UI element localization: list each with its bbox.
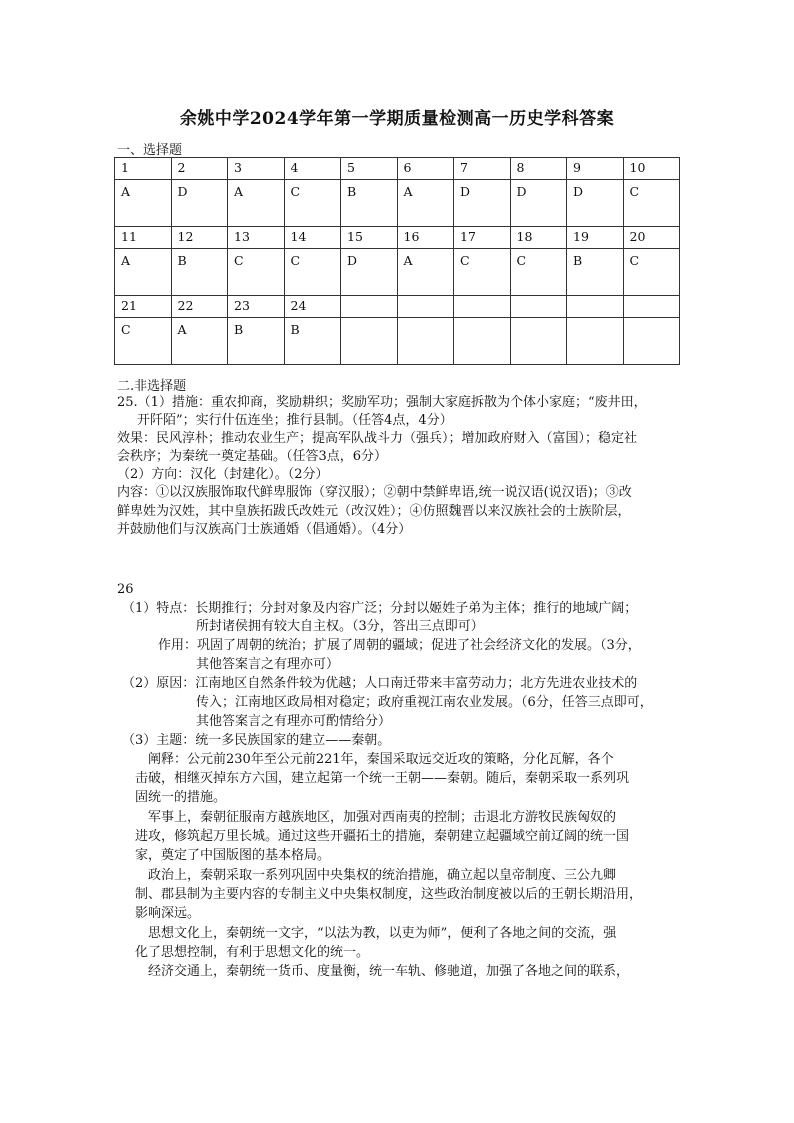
answer-cell: D [454, 180, 511, 227]
answer-cell: B [228, 318, 285, 365]
answer-cell: A [171, 318, 228, 365]
text-line: 所封诸侯拥有较大自主权。（3分，答出三点即可） [196, 619, 484, 634]
text-line: 进攻，修筑起万里长城。通过这些开疆拓土的措施，秦朝建立起疆域空前辽阔的统一国 [135, 829, 630, 844]
answer-cell: C [228, 249, 285, 296]
text-line: （2）方向：汉化（封建化）。（2分） [117, 467, 329, 482]
answer-cell: A [397, 180, 454, 227]
text-line: 影响深远。 [135, 906, 201, 921]
text-line: 经济交通上，秦朝统一货币、度量衡，统一车轨、修驰道，加强了各地之间的联系， [148, 964, 630, 979]
text-line: （3）主题：统一多民族国家的建立——秦朝。 [122, 733, 391, 748]
table-row-answers [115, 318, 680, 365]
section-heading-nonchoice: 二.非选择题 [117, 379, 187, 394]
question-number-cell: 23 [228, 296, 285, 318]
question-number-cell: 9 [567, 158, 624, 180]
text-line: 其他答案言之有理亦可酌情给分） [196, 714, 392, 729]
question-number-cell: 6 [397, 158, 454, 180]
question-number-cell: 12 [171, 227, 228, 249]
answer-cell: A [228, 180, 285, 227]
question-number-cell: 8 [510, 158, 567, 180]
answer-cell: A [397, 249, 454, 296]
answer-cell [567, 318, 624, 365]
answer-cell: B [567, 249, 624, 296]
question-number-cell: 18 [510, 227, 567, 249]
answer-cell: B [284, 318, 341, 365]
question-number-cell: 22 [171, 296, 228, 318]
text-line: （1）特点：长期推行；分封对象及内容广泛；分封以姬姓子弟为主体；推行的地域广阔； [122, 601, 638, 616]
question-number-cell: 19 [567, 227, 624, 249]
question-number-cell: 1 [115, 158, 172, 180]
question-number-cell: 24 [284, 296, 341, 318]
answer-cell: B [171, 249, 228, 296]
text-line: 击破，相继灭掉东方六国，建立起第一个统一王朝——秦朝。随后，秦朝采取一系列巩 [135, 771, 630, 786]
text-line: 传入；江南地区政局相对稳定；政府重视江南农业发展。（6分，任答三点即可， [196, 695, 653, 710]
answer-cell: D [567, 180, 624, 227]
question-number-cell: 10 [623, 158, 680, 180]
text-line: 其他答案言之有理亦可） [196, 657, 340, 672]
answer-cell [341, 318, 398, 365]
question-number-cell: 21 [115, 296, 172, 318]
answer-cell [623, 318, 680, 365]
answer-cell: C [623, 249, 680, 296]
text-line: 政治上，秦朝采取一系列巩固中央集权的统治措施，确立起以皇帝制度、三公九卿 [148, 868, 617, 883]
answer-cell: D [510, 180, 567, 227]
text-line: 并鼓励他们与汉族高门士族通婚（倡通婚）。（4分） [117, 522, 412, 537]
table-row-numbers [115, 227, 680, 249]
answer-cell: D [171, 180, 228, 227]
answer-cell [510, 318, 567, 365]
answer-cell [454, 318, 511, 365]
text-line: 制、郡县制为主要内容的专制主义中央集权制度，这些政治制度被以后的王朝长期沿用， [135, 887, 643, 902]
question-number-cell: 15 [341, 227, 398, 249]
question-number-cell: 17 [454, 227, 511, 249]
page-title: 余姚中学2024学年第一学期质量检测高一历史学科答案 [179, 109, 615, 129]
question-number-cell: 5 [341, 158, 398, 180]
answer-cell: C [510, 249, 567, 296]
text-line: 内容：①以汉族服饰取代鲜卑服饰（穿汉服）；②朝中禁鲜卑语,统一说汉语(说汉语)；③改 [117, 485, 632, 500]
answer-table [114, 157, 680, 365]
answer-cell: C [284, 180, 341, 227]
answer-cell: A [115, 249, 172, 296]
section-heading-choice: 一、选择题 [117, 143, 183, 158]
question-number-cell: 14 [284, 227, 341, 249]
answer-cell [397, 318, 454, 365]
question-number-cell: 2 [171, 158, 228, 180]
answer-cell: C [454, 249, 511, 296]
table-row-answers [115, 180, 680, 227]
table-row-answers [115, 249, 680, 296]
table-row-numbers [115, 296, 680, 318]
text-line: 作用：巩固了周朝的统治；扩展了周朝的疆域；促进了社会经济文化的发展。（3分， [158, 638, 641, 653]
question-number-cell [567, 296, 624, 318]
answer-cell: C [284, 249, 341, 296]
table-row-numbers [115, 158, 680, 180]
question-number-cell: 11 [115, 227, 172, 249]
text-line: 效果：民风淳朴；推动农业生产；提高军队战斗力（强兵）；增加政府财入（富国）；稳定社 [117, 431, 638, 446]
question-number-cell: 20 [623, 227, 680, 249]
answer-cell: D [341, 249, 398, 296]
text-line: 思想文化上，秦朝统一文字，“以法为教，以吏为师”，便利了各地之间的交流，强 [148, 926, 617, 941]
text-line: 家，奠定了中国版图的基本格局。 [135, 848, 331, 863]
answer-cell: C [115, 318, 172, 365]
text-line: 阐释：公元前230年至公元前221年，秦国采取远交近攻的策略，分化瓦解，各个 [148, 752, 614, 767]
question-number-cell [397, 296, 454, 318]
question-number-cell: 16 [397, 227, 454, 249]
question-number-cell [510, 296, 567, 318]
text-line: （2）原因：江南地区自然条件较为优越；人口南迁带来丰富劳动力；北方先进农业技术的 [122, 676, 638, 691]
text-line: 化了思想控制，有利于思想文化的统一。 [135, 945, 370, 960]
text-line: 会秩序；为秦统一奠定基础。（任答3点，6分） [117, 449, 388, 464]
answer-cell: A [115, 180, 172, 227]
question-number-cell: 3 [228, 158, 285, 180]
text-line: 军事上，秦朝征服南方越族地区，加强对西南夷的控制；击退北方游牧民族匈奴的 [148, 810, 617, 825]
text-line: 25.（1）措施：重农抑商，奖励耕织；奖励军功；强制大家庭拆散为个体小家庭；“废井田， [117, 395, 647, 410]
question-number-cell: 7 [454, 158, 511, 180]
question-number-cell [454, 296, 511, 318]
text-line: 开阡陌”；实行什伍连坐；推行县制。（任答4点，4分） [137, 413, 453, 428]
text-line: 鲜卑姓为汉姓，其中皇族拓跋氏改姓元（改汉姓）；④仿照魏晋以来汉族社会的士族阶层， [117, 504, 631, 519]
text-line: 26 [117, 582, 134, 597]
answer-cell: B [341, 180, 398, 227]
question-number-cell: 4 [284, 158, 341, 180]
question-number-cell [341, 296, 398, 318]
question-number-cell: 13 [228, 227, 285, 249]
question-number-cell [623, 296, 680, 318]
answer-cell: C [623, 180, 680, 227]
text-line: 固统一的措施。 [135, 790, 227, 805]
